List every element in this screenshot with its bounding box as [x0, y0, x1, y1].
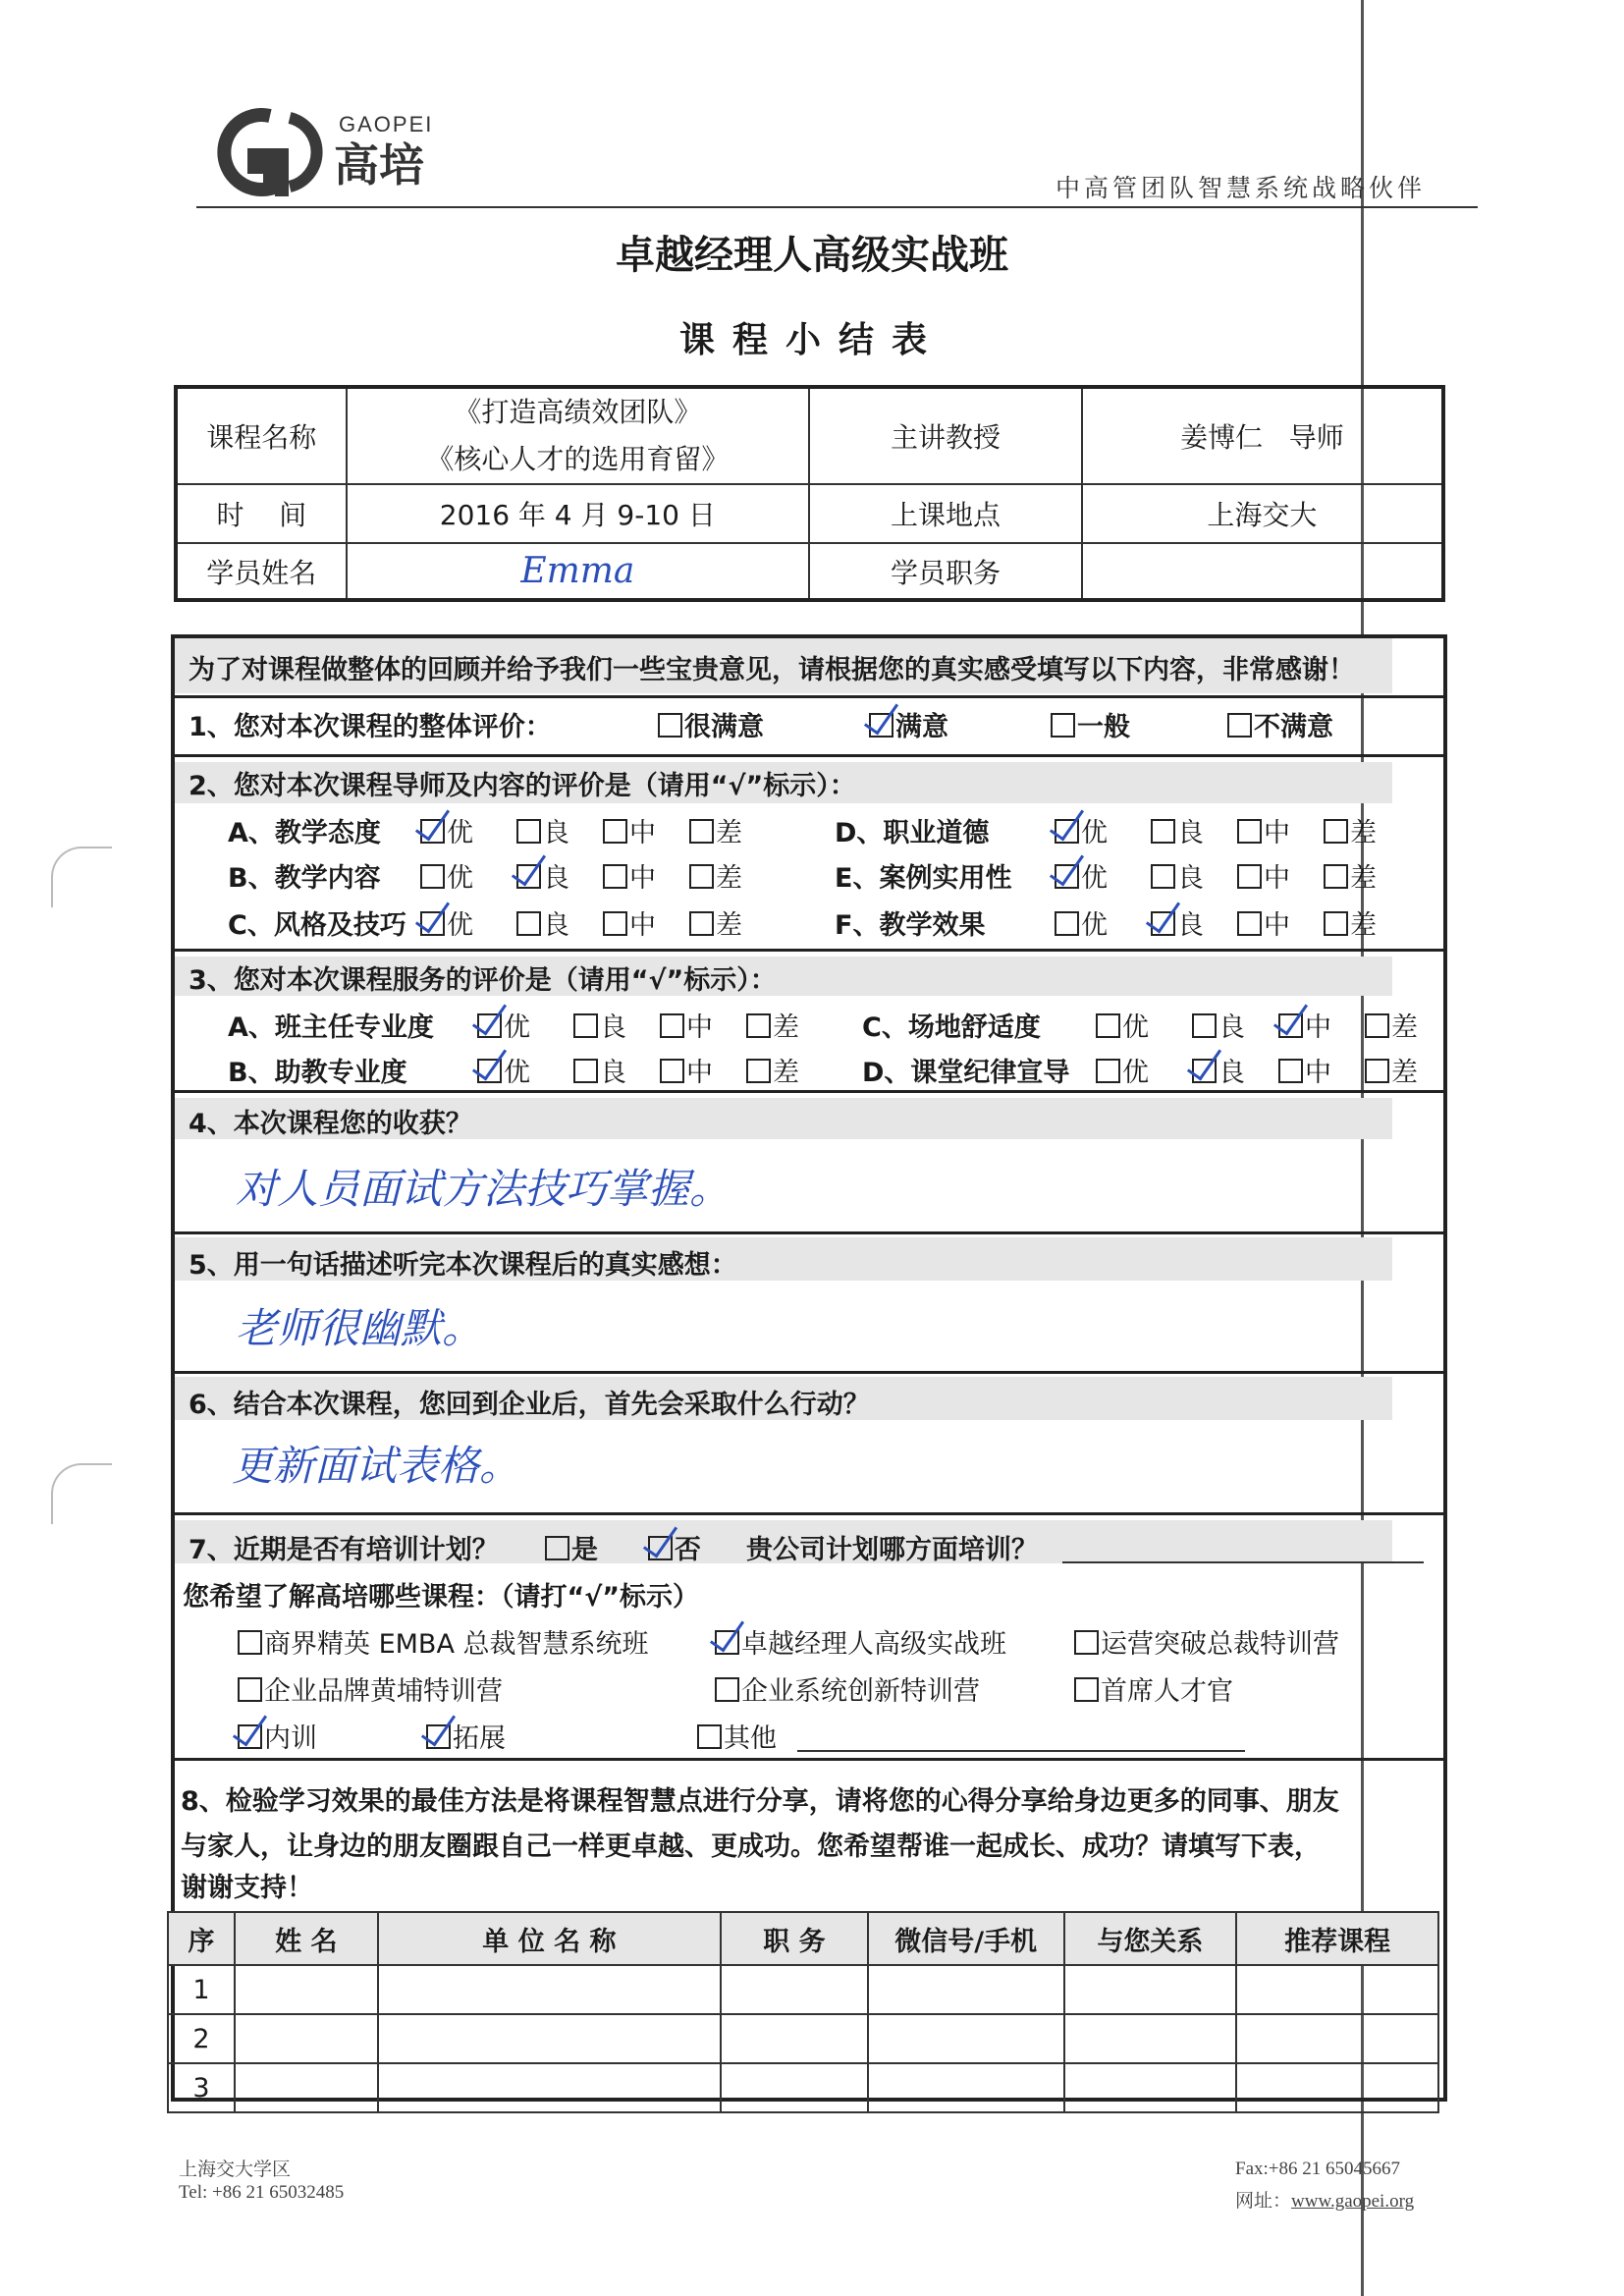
- table-row: [168, 2063, 1438, 2112]
- q2-left-grade-option[interactable]: 中: [603, 856, 656, 895]
- col-header-index: 序: [168, 1912, 235, 1965]
- checkbox-checked[interactable]: [1278, 1013, 1303, 1038]
- checkbox[interactable]: [603, 864, 627, 889]
- q2-left-grade-option[interactable]: 良: [516, 811, 569, 849]
- checkbox[interactable]: [573, 1013, 598, 1038]
- q2-left-grade-option[interactable]: 差: [689, 811, 742, 849]
- page-subtitle: 课程小结表: [678, 320, 945, 360]
- checkbox-checked[interactable]: [426, 1724, 451, 1749]
- checkbox-checked[interactable]: [420, 911, 445, 936]
- q2-item-label: D、职业道德: [835, 818, 990, 848]
- checkbox-checked[interactable]: [1151, 911, 1175, 936]
- q2-item-label: A、教学态度: [228, 818, 381, 848]
- q2-left-grade-option[interactable]: 差: [689, 856, 742, 895]
- cell-course[interactable]: [1236, 1965, 1438, 2014]
- checkbox-checked[interactable]: [238, 1724, 262, 1749]
- divider: [171, 695, 1447, 698]
- cell-name[interactable]: [235, 2014, 378, 2063]
- q2-right-grade-option[interactable]: 良: [1151, 811, 1204, 849]
- q2-right-grade-option[interactable]: 优: [1055, 811, 1108, 849]
- checkbox[interactable]: [420, 864, 445, 889]
- referral-header-row: [168, 1912, 1438, 1965]
- checkbox[interactable]: [603, 911, 627, 936]
- col-header-relation: 与您关系: [1064, 1912, 1237, 1965]
- q3-right-grade-option[interactable]: 中: [1278, 1051, 1331, 1089]
- checkbox[interactable]: [658, 713, 682, 738]
- student-position-label: 学员职务: [809, 543, 1082, 600]
- q2-right-grade-option[interactable]: 良: [1151, 903, 1204, 942]
- checkbox[interactable]: [689, 864, 714, 889]
- q2-left-grade-option[interactable]: 良: [516, 903, 569, 942]
- q2-right-grade-option[interactable]: 差: [1324, 811, 1377, 849]
- divider: [171, 1758, 1447, 1761]
- divider: [171, 1371, 1447, 1374]
- checkbox[interactable]: [1278, 1059, 1303, 1083]
- course-option-brand[interactable]: 企业品牌黄埔特训营: [238, 1669, 503, 1708]
- location-value: 上海交大: [1082, 484, 1443, 543]
- checkbox[interactable]: [1365, 1013, 1389, 1038]
- q2-right-grade-option[interactable]: 差: [1324, 856, 1377, 895]
- q2-left-grade-option[interactable]: 中: [603, 903, 656, 942]
- q3-item-label: D、课堂纪律宣导: [862, 1058, 1070, 1088]
- q8-text-line2: 与家人，让身边的朋友圈跟自己一样更卓越、更成功。您希望帮谁一起成长、成功？请填写下表，: [181, 1831, 1321, 1862]
- tagline: 中高管团队智慧系统战略伙伴: [1056, 174, 1427, 202]
- cell-position[interactable]: [721, 2063, 868, 2112]
- q8-text-line3: 谢谢支持！: [181, 1873, 313, 1903]
- checkbox[interactable]: [516, 911, 541, 936]
- col-header-course: 推荐课程: [1236, 1912, 1438, 1965]
- table-row: [168, 2014, 1438, 2063]
- footer-website-label: 网址：: [1235, 2191, 1292, 2212]
- q1-label: 1、您对本次课程的整体评价：: [189, 712, 552, 742]
- checkbox[interactable]: [1074, 1630, 1099, 1655]
- q3-left-grade-option[interactable]: 中: [660, 1006, 713, 1044]
- q2-right-grade-option[interactable]: 中: [1237, 856, 1290, 895]
- checkbox[interactable]: [715, 1677, 739, 1702]
- q3-left-grade-option[interactable]: 差: [746, 1006, 799, 1044]
- checkbox-checked[interactable]: [516, 864, 541, 889]
- q2-left-grade-option[interactable]: 中: [603, 811, 656, 849]
- q3-left-grade-option[interactable]: 良: [573, 1006, 626, 1044]
- checkbox[interactable]: [1237, 819, 1262, 844]
- checkbox[interactable]: [1096, 1013, 1120, 1038]
- q3-item-label: A、班主任专业度: [228, 1012, 434, 1043]
- cell-contact[interactable]: [868, 1965, 1064, 2014]
- checkbox[interactable]: [1237, 864, 1262, 889]
- q7-no[interactable]: 否: [648, 1528, 701, 1566]
- q2-item-label: E、案例实用性: [835, 863, 1012, 894]
- cell-company[interactable]: [378, 1965, 721, 2014]
- cell-contact[interactable]: [868, 2014, 1064, 2063]
- checkbox[interactable]: [689, 911, 714, 936]
- q3-right-grade-option[interactable]: 优: [1096, 1051, 1149, 1089]
- cell-position[interactable]: [721, 1965, 868, 2014]
- checkbox[interactable]: [1324, 864, 1348, 889]
- checkbox-checked[interactable]: [477, 1013, 502, 1038]
- cell-relation[interactable]: [1064, 2014, 1237, 2063]
- instructor-value: 姜博仁 导师: [1082, 387, 1443, 484]
- checkbox-checked[interactable]: [1055, 864, 1079, 889]
- checkbox[interactable]: [1324, 911, 1348, 936]
- q5-label: 5、用一句话描述听完本次课程后的真实感想：: [189, 1250, 737, 1281]
- q3-item-label: B、助教专业度: [228, 1058, 407, 1088]
- q7-which-label: 贵公司计划哪方面培训？: [746, 1535, 1038, 1565]
- student-name-field[interactable]: [347, 543, 809, 600]
- divider: [171, 1231, 1447, 1234]
- q2-left-grade-option[interactable]: 优: [420, 811, 473, 849]
- q3-right-grade-option[interactable]: 差: [1365, 1051, 1418, 1089]
- checkbox[interactable]: [1051, 713, 1075, 738]
- time-label: 时 间: [176, 484, 347, 543]
- header-divider: [196, 206, 1478, 208]
- course-option-other[interactable]: 其他: [697, 1717, 777, 1755]
- checkbox[interactable]: [603, 819, 627, 844]
- q5-answer-handwritten: 老师很幽默。: [236, 1304, 484, 1352]
- course-name-value: [347, 387, 809, 484]
- q2-item-label: F、教学效果: [835, 910, 986, 941]
- cell-company[interactable]: [378, 2063, 721, 2112]
- checkbox[interactable]: [573, 1059, 598, 1083]
- q2-left-grade-option[interactable]: 良: [516, 856, 569, 895]
- q2-right-grade-option[interactable]: 差: [1324, 903, 1377, 942]
- checkbox[interactable]: [1237, 911, 1262, 936]
- course-name-line2: 《核心人才的选用育留》: [426, 443, 730, 475]
- col-header-name: 姓 名: [235, 1912, 378, 1965]
- student-name-label: 学员姓名: [176, 543, 347, 600]
- survey-intro: 为了对课程做整体的回顾并给予我们一些宝贵意见，请根据您的真实感受填写以下内容，非常感谢！: [189, 655, 1355, 685]
- cell-course[interactable]: [1236, 2014, 1438, 2063]
- q3-item-label: C、场地舒适度: [862, 1012, 1041, 1043]
- q1-option-unsatisfied[interactable]: 不满意: [1227, 705, 1333, 743]
- page-title: 卓越经理人高级实战班: [616, 233, 1008, 278]
- punch-hole-mark: [51, 847, 112, 907]
- survey-box: [171, 634, 1447, 2102]
- checkbox-checked[interactable]: [1192, 1059, 1217, 1083]
- course-info-table: [174, 385, 1445, 602]
- row-index: 2: [168, 2014, 235, 2063]
- q1-option-average[interactable]: 一般: [1051, 705, 1130, 743]
- q2-item-label: B、教学内容: [228, 863, 381, 894]
- checkbox[interactable]: [1151, 864, 1175, 889]
- q7-which-field[interactable]: [1062, 1561, 1424, 1563]
- q4-answer-handwritten: 对人员面试方法技巧掌握。: [236, 1165, 731, 1213]
- q7-label: 7、近期是否有培训计划？: [189, 1535, 499, 1565]
- checkbox[interactable]: [1324, 819, 1348, 844]
- course-option-inhouse[interactable]: 内训: [238, 1717, 317, 1755]
- cell-relation[interactable]: [1064, 2063, 1237, 2112]
- checkbox-checked[interactable]: [648, 1536, 673, 1560]
- q2-item-label: C、风格及技巧: [228, 910, 406, 941]
- row-index: 1: [168, 1965, 235, 2014]
- checkbox[interactable]: [1227, 713, 1252, 738]
- footer-website: [1235, 2186, 1414, 2213]
- divider: [171, 949, 1447, 952]
- divider: [171, 1512, 1447, 1515]
- checkbox-checked[interactable]: [715, 1630, 739, 1655]
- q2-right-grade-option[interactable]: 优: [1055, 903, 1108, 942]
- checkbox-checked[interactable]: [477, 1059, 502, 1083]
- course-option-innovation[interactable]: 企业系统创新特训营: [715, 1669, 980, 1708]
- q2-right-grade-option[interactable]: 良: [1151, 856, 1204, 895]
- footer-fax: Fax:+86 21 65045667: [1235, 2159, 1400, 2179]
- q3-left-grade-option[interactable]: 良: [573, 1051, 626, 1089]
- course-option-operation[interactable]: 运营突破总裁特训营: [1074, 1622, 1339, 1661]
- q4-label: 4、本次课程您的收获？: [189, 1109, 472, 1139]
- checkbox[interactable]: [1074, 1677, 1099, 1702]
- q1-option-very-satisfied[interactable]: 很满意: [658, 705, 764, 743]
- checkbox[interactable]: [516, 819, 541, 844]
- divider: [171, 754, 1447, 757]
- checkbox[interactable]: [238, 1630, 262, 1655]
- q3-right-grade-option[interactable]: 差: [1365, 1006, 1418, 1044]
- q1-option-satisfied[interactable]: 满意: [869, 705, 948, 743]
- table-row: [168, 1965, 1438, 2014]
- q2-left-grade-option[interactable]: 优: [420, 903, 473, 942]
- checkbox-checked[interactable]: [1055, 819, 1079, 844]
- q3-right-grade-option[interactable]: 良: [1192, 1006, 1245, 1044]
- checkbox[interactable]: [1151, 819, 1175, 844]
- checkbox[interactable]: [545, 1536, 569, 1560]
- q3-label: 3、您对本次课程服务的评价是（请用“√”标示）：: [189, 965, 777, 996]
- q2-right-grade-option[interactable]: 中: [1237, 903, 1290, 942]
- time-value: 2016 年 4 月 9-10 日: [347, 484, 809, 543]
- q3-left-grade-option[interactable]: 差: [746, 1051, 799, 1089]
- q7-yes[interactable]: 是: [545, 1528, 598, 1566]
- referral-table: [167, 1911, 1439, 2113]
- logo-text-en: GAOPEI: [339, 112, 434, 137]
- checkbox-checked[interactable]: [420, 819, 445, 844]
- course-name-line1: 《打造高绩效团队》: [454, 396, 702, 428]
- col-header-position: 职 务: [721, 1912, 868, 1965]
- location-label: 上课地点: [809, 484, 1082, 543]
- course-option-emba[interactable]: 商界精英 EMBA 总裁智慧系统班: [238, 1622, 649, 1661]
- checkbox[interactable]: [1096, 1059, 1120, 1083]
- q7-courses-label: 您希望了解高培哪些课程：（请打“√”标示）: [183, 1582, 699, 1613]
- col-header-contact: 微信号/手机: [868, 1912, 1064, 1965]
- cell-position[interactable]: [721, 2014, 868, 2063]
- cell-name[interactable]: [235, 1965, 378, 2014]
- course-name-label: 课程名称: [176, 387, 347, 484]
- q2-right-grade-option[interactable]: 中: [1237, 811, 1290, 849]
- q8-text-line1: 8、检验学习效果的最佳方法是将课程智慧点进行分享，请将您的心得分享给身边更多的同事、朋友: [181, 1786, 1339, 1817]
- student-name-handwritten: Emma: [520, 551, 635, 591]
- q3-right-grade-option[interactable]: 中: [1278, 1006, 1331, 1044]
- course-option-manager[interactable]: 卓越经理人高级实战班: [715, 1622, 1006, 1661]
- checkbox[interactable]: [238, 1677, 262, 1702]
- checkbox[interactable]: [1365, 1059, 1389, 1083]
- course-option-cto[interactable]: 首席人才官: [1074, 1669, 1233, 1708]
- q3-left-grade-option[interactable]: 中: [660, 1051, 713, 1089]
- instructor-label: 主讲教授: [809, 387, 1082, 484]
- cell-company[interactable]: [378, 2014, 721, 2063]
- cell-contact[interactable]: [868, 2063, 1064, 2112]
- footer-tel: Tel: +86 21 65032485: [179, 2182, 345, 2203]
- checkbox[interactable]: [746, 1013, 771, 1038]
- cell-name[interactable]: [235, 2063, 378, 2112]
- q2-left-grade-option[interactable]: 差: [689, 903, 742, 942]
- q2-label: 2、您对本次课程导师及内容的评价是（请用“√”标示）：: [189, 771, 856, 801]
- q3-right-grade-option[interactable]: 良: [1192, 1051, 1245, 1089]
- checkbox-checked[interactable]: [869, 713, 893, 738]
- q3-right-grade-option[interactable]: 优: [1096, 1006, 1149, 1044]
- logo-text-cn: 高培: [334, 138, 424, 191]
- checkbox[interactable]: [1055, 911, 1079, 936]
- checkbox[interactable]: [660, 1059, 684, 1083]
- cell-course[interactable]: [1236, 2063, 1438, 2112]
- q2-right-grade-option[interactable]: 优: [1055, 856, 1108, 895]
- checkbox[interactable]: [660, 1013, 684, 1038]
- q6-answer-handwritten: 更新面试表格。: [232, 1442, 521, 1490]
- website-link[interactable]: www.gaopei.org: [1291, 2191, 1415, 2212]
- course-other-field[interactable]: [797, 1750, 1245, 1752]
- row-index: 3: [168, 2063, 235, 2112]
- checkbox[interactable]: [746, 1059, 771, 1083]
- punch-hole-mark: [51, 1463, 112, 1524]
- q3-left-grade-option[interactable]: 优: [477, 1006, 530, 1044]
- q6-label: 6、结合本次课程，您回到企业后，首先会采取什么行动？: [189, 1390, 870, 1420]
- checkbox[interactable]: [697, 1724, 722, 1749]
- q2-left-grade-option[interactable]: 优: [420, 856, 473, 895]
- checkbox[interactable]: [689, 819, 714, 844]
- divider: [171, 1090, 1447, 1093]
- footer-campus: 上海交大学区: [179, 2159, 292, 2180]
- cell-relation[interactable]: [1064, 1965, 1237, 2014]
- course-option-outdoor[interactable]: 拓展: [426, 1717, 506, 1755]
- q3-left-grade-option[interactable]: 优: [477, 1051, 530, 1089]
- checkbox[interactable]: [1192, 1013, 1217, 1038]
- col-header-company: 单 位 名 称: [378, 1912, 721, 1965]
- student-position-field[interactable]: [1082, 543, 1443, 600]
